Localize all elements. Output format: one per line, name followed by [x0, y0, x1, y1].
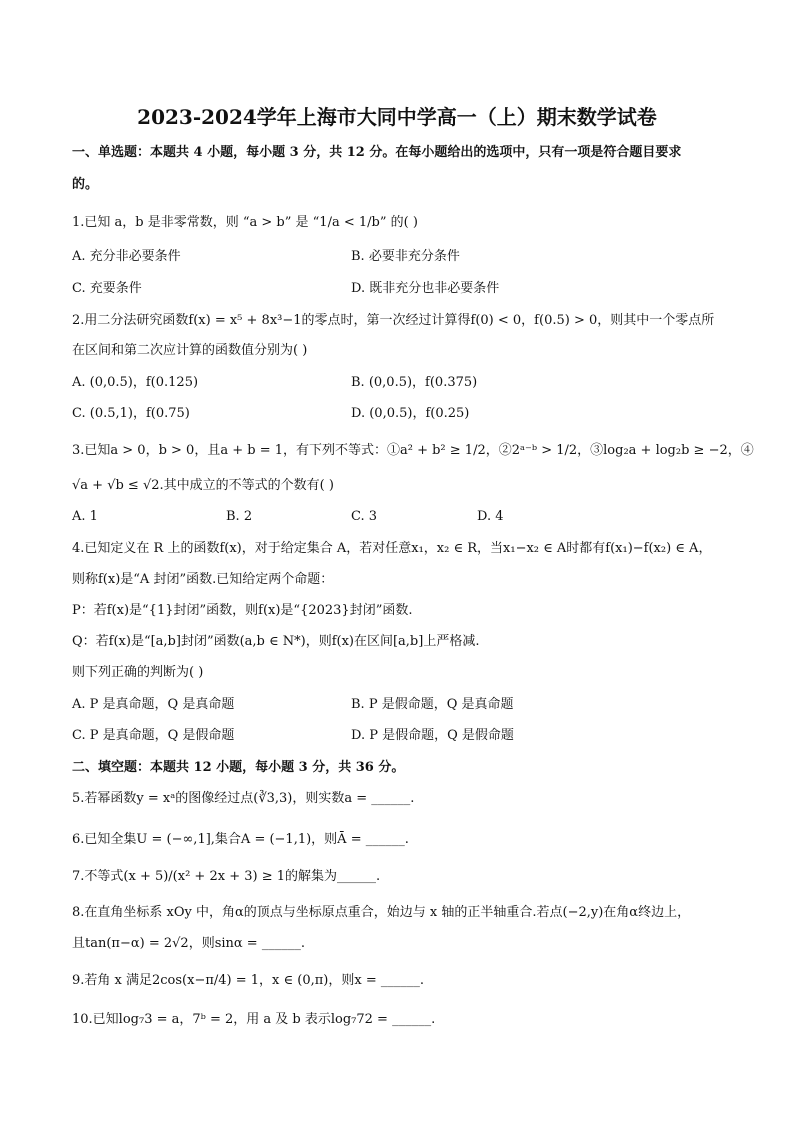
- q3-option-a: A. 1: [72, 509, 98, 524]
- q4-proposition-p: P：若f(x)是“{1}封闭”函数，则f(x)是“{2023}封闭”函数.: [72, 603, 413, 618]
- q3-stem-line1: 3.已知a > 0，b > 0，且a + b = 1，有下列不等式：①a² + b² ≥ 1/2，②2ᵃ⁻ᵇ > 1/2，③log₂a + log₂b ≥ −2，④: [72, 443, 754, 458]
- q4-option-a: A. P 是真命题，Q 是真命题: [72, 697, 235, 712]
- q1-option-a: A. 充分非必要条件: [72, 249, 181, 264]
- q2-option-a: A. (0,0.5)，f(0.125): [72, 375, 199, 390]
- q9-text: 9.若角 x 满足2cos(x−π/4) = 1，x ∈ (0,π)，则x = ______.: [72, 973, 424, 988]
- q2-option-b: B. (0,0.5)，f(0.375): [351, 375, 478, 390]
- section1-heading-line2: 的。: [72, 177, 99, 192]
- q10-text: 10.已知log₇3 = a，7ᵇ = 2，用 a 及 b 表示log₇72 = ______.: [72, 1012, 436, 1027]
- q2-option-c: C. (0.5,1)，f(0.75): [72, 406, 190, 421]
- q1-option-c: C. 充要条件: [72, 281, 142, 296]
- q2-stem-line1: 2.用二分法研究函数f(x) = x⁵ + 8x³−1的零点时，第一次经过计算得f(0) < 0，f(0.5) > 0，则其中一个零点所: [72, 313, 715, 328]
- q4-proposition-q: Q：若f(x)是“[a,b]封闭”函数(a,b ∈ N*)，则f(x)在区间[a,b]上严格减.: [72, 634, 480, 649]
- q4-option-d: D. P 是假命题，Q 是假命题: [351, 728, 514, 743]
- q4-stem-line2: 则称f(x)是“A 封闭”函数.已知给定两个命题：: [72, 572, 334, 587]
- page-title: 2023-2024学年上海市大同中学高一（上）期末数学试卷: [137, 105, 657, 129]
- q1-option-d: D. 既非充分也非必要条件: [351, 281, 500, 296]
- q1-stem: 1.已知 a，b 是非零常数，则 “a > b” 是 “1/a < 1/b” 的( ): [72, 215, 418, 230]
- q4-option-b: B. P 是假命题，Q 是真命题: [351, 697, 514, 712]
- q3-option-d: D. 4: [477, 509, 504, 524]
- q3-option-c: C. 3: [351, 509, 378, 524]
- q3-stem-line2: √a + √b ≤ √2.其中成立的不等式的个数有( ): [72, 478, 334, 493]
- q5-text: 5.若幂函数y = xᵃ的图像经过点(∛3,3)，则实数a = ______.: [72, 791, 415, 806]
- q4-option-c: C. P 是真命题，Q 是假命题: [72, 728, 235, 743]
- q8-line2: 且tan(π−α) = 2√2，则sinα = ______.: [72, 936, 305, 951]
- q6-text: 6.已知全集U = (−∞,1],集合A = (−1,1)，则Ā = ______.: [72, 832, 409, 847]
- q1-option-b: B. 必要非充分条件: [351, 249, 460, 264]
- section2-heading: 二、填空题：本题共 12 小题，每小题 3 分，共 36 分。: [72, 760, 405, 775]
- q2-stem-line2: 在区间和第二次应计算的函数值分别为( ): [72, 343, 308, 358]
- q7-text: 7.不等式(x + 5)/(x² + 2x + 3) ≥ 1的解集为______.: [72, 869, 381, 884]
- q2-option-d: D. (0,0.5)，f(0.25): [351, 406, 470, 421]
- q4-stem-line1: 4.已知定义在 R 上的函数f(x)，对于给定集合 A，若对任意x₁，x₂ ∈ R，当x₁−x₂ ∈ A时都有f(x₁)−f(x₂) ∈ A，: [72, 541, 712, 556]
- q8-line1: 8.在直角坐标系 xOy 中，角α的顶点与坐标原点重合，始边与 x 轴的正半轴重合.若点(−2,y)在角α终边上，: [72, 905, 691, 920]
- q3-option-b: B. 2: [226, 509, 253, 524]
- q4-question: 则下列正确的判断为( ): [72, 665, 204, 680]
- section1-heading-line1: 一、单选题：本题共 4 小题，每小题 3 分，共 12 分。在每小题给出的选项中，只有一项是符合题目要求: [72, 145, 682, 160]
